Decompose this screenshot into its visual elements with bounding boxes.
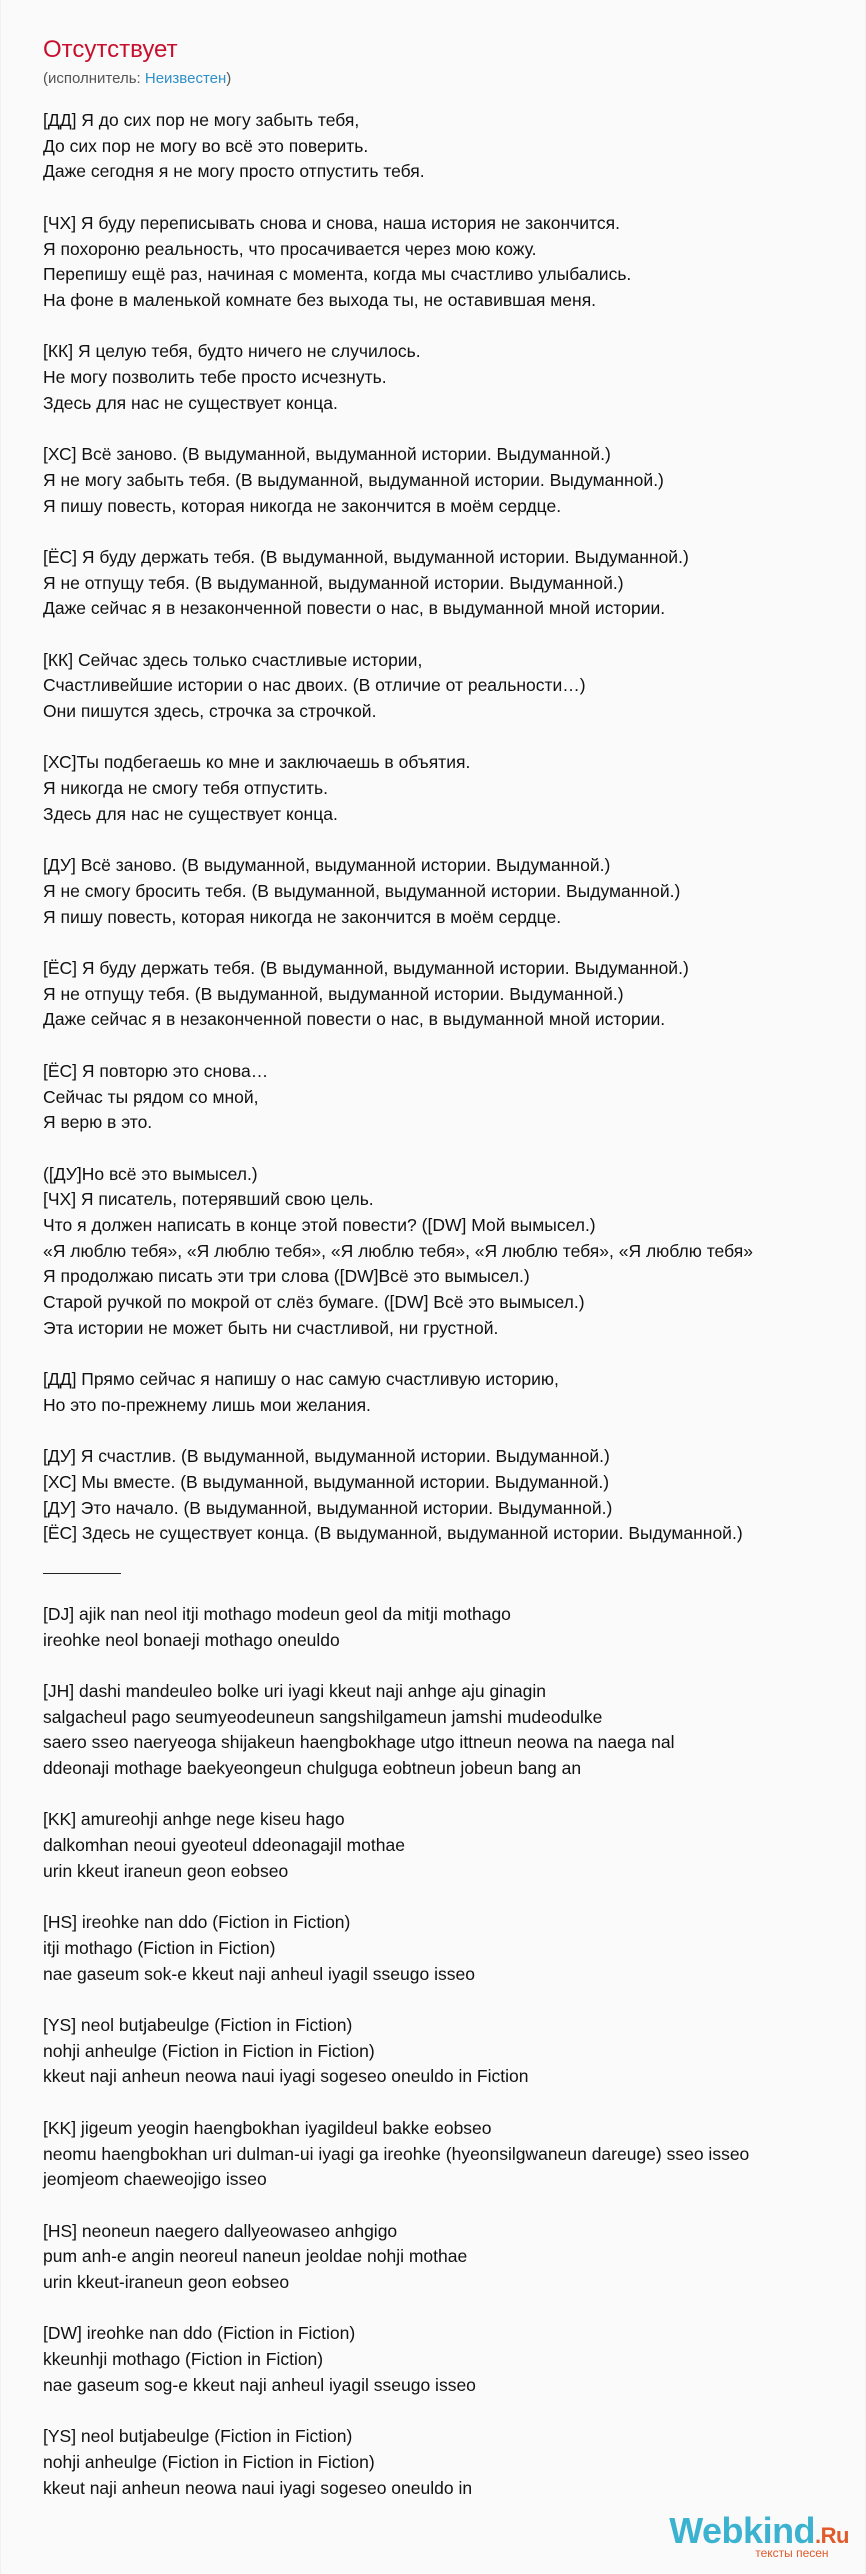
lyric-line: pum anh-e angin neoreul naneun jeoldae nohji mothae xyxy=(43,2246,468,2267)
lyric-line: Сейчас ты рядом со мной, xyxy=(43,1086,259,1107)
lyric-line: Я не могу забыть тебя. (В выдуманной, выдуманной истории. Выдуманной.) xyxy=(43,469,664,490)
stanza xyxy=(43,1910,863,1987)
stanza xyxy=(43,2219,863,2296)
lyric-line: nohji anheulge (Fiction in Fiction in Fiction) xyxy=(43,2040,375,2061)
lyric-line: ([ДУ]Но всё это вымысел.) xyxy=(43,1163,258,1184)
stanza xyxy=(43,108,863,185)
lyric-line: itji mothago (Fiction in Fiction) xyxy=(43,1937,276,1958)
lyric-line: [YS] neol butjabeulge (Fiction in Fiction) xyxy=(43,2015,353,2036)
lyric-line: Я верю в это. xyxy=(43,1112,153,1133)
lyric-line: nohji anheulge (Fiction in Fiction in Fiction) xyxy=(43,2451,375,2472)
lyric-line: Я пишу повесть, которая никогда не закончится в моём сердце. xyxy=(43,906,562,927)
lyric-line: Даже сейчас я в незаконченной повести о нас, в выдуманной мной истории. xyxy=(43,1009,666,1030)
lyric-line: urin kkeut-iraneun geon eobseo xyxy=(43,2272,290,2293)
stanza xyxy=(43,1059,863,1136)
lyrics-body xyxy=(43,108,863,2527)
lyric-line: Я продолжаю писать эти три слова ([DW]Всё это вымысел.) xyxy=(43,1266,530,1287)
stanza xyxy=(43,1807,863,1884)
stanza xyxy=(43,2321,863,2398)
lyric-line: [ЁС] Здесь не существует конца. (В выдуманной, выдуманной истории. Выдуманной.) xyxy=(43,1523,743,1544)
lyric-line: kkeunhji mothago (Fiction in Fiction) xyxy=(43,2349,324,2370)
stanza xyxy=(43,956,863,1033)
lyric-line: Здесь для нас не существует конца. xyxy=(43,392,338,413)
lyric-line: kkeut naji anheun neowa naui iyagi sogeseo oneuldo in Fiction xyxy=(43,2066,529,2087)
stanza xyxy=(43,1602,863,1653)
lyric-line: «Я люблю тебя», «Я люблю тебя», «Я люблю тебя», «Я люблю тебя», «Я люблю тебя» xyxy=(43,1240,753,1261)
lyric-line: Старой ручкой по мокрой от слёз бумаге. ([DW] Всё это вымысел.) xyxy=(43,1292,585,1313)
lyrics-original xyxy=(43,1602,863,2501)
lyric-line: jeomjeom chaeweojigo isseo xyxy=(43,2169,267,2190)
lyric-line: [ЧХ] Я писатель, потерявший свою цель. xyxy=(43,1189,374,1210)
stanza xyxy=(43,211,863,314)
stanza xyxy=(43,1444,863,1547)
lyric-line: [ХС] Мы вместе. (В выдуманной, выдуманной истории. Выдуманной.) xyxy=(43,1472,610,1493)
lyric-line: ireohke neol bonaeji mothago oneuldo xyxy=(43,1629,340,1650)
song-title: Отсутствует xyxy=(43,36,178,63)
lyric-line: [HS] ireohke nan ddo (Fiction in Fiction) xyxy=(43,1912,351,1933)
lyric-line: ddeonaji mothage baekyeongeun chulguga eobtneun jobeun bang an xyxy=(43,1758,582,1779)
lyric-line: [ДУ] Это начало. (В выдуманной, выдуманной истории. Выдуманной.) xyxy=(43,1497,613,1518)
stanza xyxy=(43,1679,863,1782)
lyric-line: saero sseo naeryeoga shijakeun haengbokhage utgo ittneun neowa na naega nal xyxy=(43,1732,675,1753)
lyric-line: Но это по-прежнему лишь мои желания. xyxy=(43,1394,371,1415)
lyric-line: Не могу позволить тебе просто исчезнуть. xyxy=(43,367,387,387)
lyric-line: [ЁС] Я буду держать тебя. (В выдуманной, выдуманной истории. Выдуманной.) xyxy=(43,958,689,979)
lyric-line: kkeut naji anheun neowa naui iyagi sogeseo oneuldo in xyxy=(43,2477,473,2498)
artist-suffix: ) xyxy=(226,70,232,87)
logo-tld: .Ru xyxy=(815,2523,849,2548)
lyric-line: Я пишу повесть, которая никогда не закончится в моём сердце. xyxy=(43,495,562,516)
lyrics-translation xyxy=(43,108,863,1547)
lyric-line: [ЧХ] Я буду переписывать снова и снова, наша история не закончится. xyxy=(43,212,620,233)
artist-link[interactable]: Неизвестен xyxy=(144,70,227,87)
lyrics-divider xyxy=(43,1573,121,1574)
lyric-line: [ДУ] Всё заново. (В выдуманной, выдуманной истории. Выдуманной.) xyxy=(43,855,611,876)
stanza xyxy=(43,2424,863,2501)
lyric-line: [ДУ] Я счастлив. (В выдуманной, выдуманной истории. Выдуманной.) xyxy=(43,1446,610,1467)
lyric-line: [ХС]Ты подбегаешь ко мне и заключаешь в объятия. xyxy=(43,752,471,773)
stanza xyxy=(43,339,863,416)
stanza xyxy=(43,545,863,622)
lyric-line: Даже сегодня я не могу просто отпустить тебя. xyxy=(43,161,425,182)
stanza xyxy=(43,442,863,519)
lyric-line: До сих пор не могу во всё это поверить. xyxy=(43,135,369,156)
lyric-line: [DJ] ajik nan neol itji mothago modeun geol da mitji mothago xyxy=(43,1603,511,1624)
lyric-line: [ДД] Прямо сейчас я напишу о нас самую счастливую историю, xyxy=(43,1369,559,1390)
lyric-line: Что я должен написать в конце этой повести? ([DW] Мой вымысел.) xyxy=(43,1215,596,1236)
lyric-line: На фоне в маленькой комнате без выхода ты, не оставившая меня. xyxy=(43,289,597,310)
lyric-line: [JH] dashi mandeuleo bolke uri iyagi kkeut naji anhge aju ginagin xyxy=(43,1680,546,1701)
lyric-line: Я похороню реальность, что просачивается через мою кожу. xyxy=(43,238,537,259)
lyric-line: [ДД] Я до сих пор не могу забыть тебя, xyxy=(43,110,360,130)
lyric-line: Я никогда не смогу тебя отпустить. xyxy=(43,778,328,799)
lyric-line: [KK] jigeum yeogin haengbokhan iyagildeul bakke eobseo xyxy=(43,2117,492,2138)
lyric-line: Даже сейчас я в незаконченной повести о нас, в выдуманной мной истории. xyxy=(43,598,666,619)
lyric-line: [YS] neol butjabeulge (Fiction in Fiction) xyxy=(43,2426,353,2447)
lyric-line: [ЁС] Я буду держать тебя. (В выдуманной, выдуманной истории. Выдуманной.) xyxy=(43,546,689,567)
lyric-line: Эта истории не может быть ни счастливой, ни грустной. xyxy=(43,1317,499,1338)
lyric-line: [DW] ireohke nan ddo (Fiction in Fiction) xyxy=(43,2323,356,2344)
lyric-line: [ХС] Всё заново. (В выдуманной, выдуманной истории. Выдуманной.) xyxy=(43,444,611,465)
lyric-line: salgacheul pago seumyeodeuneun sangshilgameun jamshi mudeodulke xyxy=(43,1706,603,1727)
lyric-line: neomu haengbokhan uri dulman-ui iyagi ga ireohke (hyeonsilgwaneun dareuge) sseo isseo xyxy=(43,2143,750,2164)
lyric-line: [КК] Сейчас здесь только счастливые истории, xyxy=(43,649,423,670)
lyric-line: nae gaseum sog-e kkeut naji anheul iyagil sseugo isseo xyxy=(43,2374,476,2395)
logo-tagline: тексты песен xyxy=(755,2546,829,2560)
artist-line xyxy=(43,70,231,87)
lyric-line: Счастливейшие истории о нас двоих. (В отличие от реальности…) xyxy=(43,675,586,696)
lyric-line: [HS] neoneun naegero dallyeowaseo anhgigo xyxy=(43,2220,398,2241)
stanza xyxy=(43,853,863,930)
lyric-line: Перепишу ещё раз, начиная с момента, когда мы счастливо улыбались. xyxy=(43,264,632,285)
stanza xyxy=(43,2013,863,2090)
stanza xyxy=(43,2116,863,2193)
stanza xyxy=(43,1367,863,1418)
stanza xyxy=(43,1162,863,1342)
lyric-line: Я не отпущу тебя. (В выдуманной, выдуманной истории. Выдуманной.) xyxy=(43,572,624,593)
lyric-line: [КК] Я целую тебя, будто ничего не случилось. xyxy=(43,341,421,362)
lyric-line: Я не смогу бросить тебя. (В выдуманной, выдуманной истории. Выдуманной.) xyxy=(43,880,681,901)
lyric-line: [ЁС] Я повторю это снова… xyxy=(43,1060,269,1081)
logo-main-text: Webkind xyxy=(669,2510,816,2551)
lyric-line: Я не отпущу тебя. (В выдуманной, выдуманной истории. Выдуманной.) xyxy=(43,983,624,1004)
lyric-line: Они пишутся здесь, строчка за строчкой. xyxy=(43,701,377,722)
lyric-line: Здесь для нас не существует конца. xyxy=(43,803,338,824)
lyric-line: [KK] amureohji anhge nege kiseu hago xyxy=(43,1809,345,1830)
stanza xyxy=(43,750,863,827)
artist-prefix: (исполнитель: xyxy=(43,70,145,87)
lyric-line: urin kkeut iraneun geon eobseo xyxy=(43,1860,289,1881)
lyric-line: nae gaseum sok-e kkeut naji anheul iyagil sseugo isseo xyxy=(43,1963,475,1984)
site-logo[interactable] xyxy=(669,2510,849,2560)
stanza xyxy=(43,648,863,725)
lyric-line: dalkomhan neoui gyeoteul ddeonagajil mothae xyxy=(43,1835,405,1856)
